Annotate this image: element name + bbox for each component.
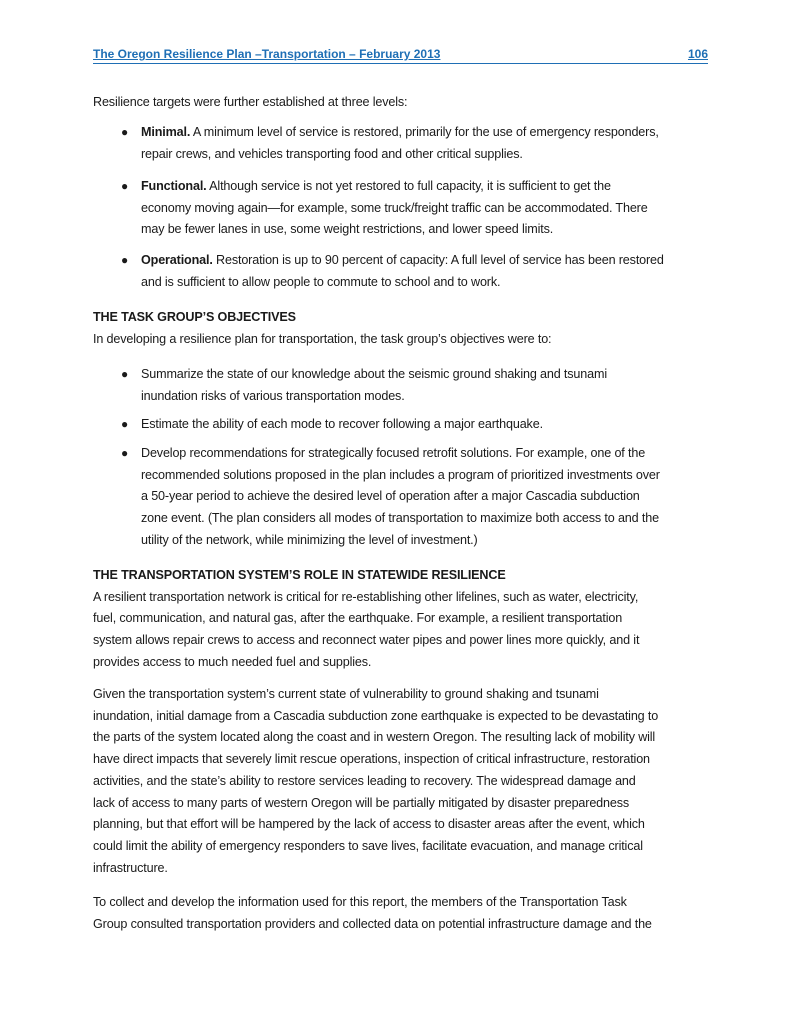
text-line: the parts of the system located along the coast and in western Oregon. The resulting lack of mobility will <box>93 730 656 745</box>
bullet-item <box>121 364 607 407</box>
text-line: infrastructure. <box>93 860 168 875</box>
bullet-item <box>121 250 664 293</box>
bullet-item <box>121 443 660 552</box>
text-line: Resilience targets were further established at three levels: <box>93 95 408 109</box>
text-line: inundation, initial damage from a Cascadia subduction zone earthquake is expected to be devastating to <box>93 708 659 723</box>
text-line: fuel, communication, and natural gas, after the earthquake. For example, a resilient transportation <box>93 611 623 626</box>
text-line: A resilient transportation network is critical for re-establishing other lifelines, such as water, electricity, <box>93 589 639 604</box>
running-header <box>93 47 708 64</box>
bullet-item <box>121 122 659 165</box>
text-line: provides access to much needed fuel and supplies. <box>93 654 372 669</box>
bullet-icon: ● <box>121 446 129 460</box>
text-line: planning, but that effort will be hampered by the lack of access to disaster areas after the event, which <box>93 817 645 832</box>
text-line: lack of access to many parts of western Oregon will be partially mitigated by disaster preparedness <box>93 795 630 810</box>
section-heading: THE TRANSPORTATION SYSTEM’S ROLE IN STATEWIDE RESILIENCE <box>93 568 506 582</box>
paragraph <box>93 892 652 935</box>
text-line: In developing a resilience plan for transportation, the task group’s objectives were to: <box>93 331 552 346</box>
text-line: and is sufficient to allow people to commute to school and to work. <box>141 274 501 289</box>
bullet-lead: Functional. <box>141 179 207 193</box>
paragraph <box>93 92 407 114</box>
text-line: could limit the ability of emergency responders to save lives, facilitate evacuation, and manage critical <box>93 838 643 853</box>
bullet-lead: Minimal. <box>141 125 191 139</box>
bullet-icon: ● <box>121 125 129 139</box>
bullet-item <box>121 414 543 436</box>
bullet-lead: Operational. <box>141 253 213 267</box>
text-line: may be fewer lanes in use, some weight restrictions, and lower speed limits. <box>141 222 554 237</box>
header-title: The Oregon Resilience Plan –Transportation – February 2013 <box>93 47 441 61</box>
text-line: activities, and the state’s ability to restore services leading to recovery. The widespread damage and <box>93 773 636 788</box>
paragraph <box>93 565 639 674</box>
text-line: Summarize the state of our knowledge about the seismic ground shaking and tsunami <box>141 367 607 381</box>
text-line: Group consulted transportation providers and collected data on potential infrastructure damage and the <box>93 916 652 931</box>
bullet-icon: ● <box>121 253 129 267</box>
bullet-icon: ● <box>121 417 129 431</box>
text-line: utility of the network, while minimizing the level of investment.) <box>141 532 478 547</box>
section-heading: THE TASK GROUP’S OBJECTIVES <box>93 310 296 324</box>
text-line: zone event. (The plan considers all modes of transportation to maximize both access to and the <box>141 511 659 526</box>
bullet-icon: ● <box>121 179 129 193</box>
text-line: Operational. Restoration is up to 90 percent of capacity: A full level of service has been restored <box>141 253 664 267</box>
text-line: Given the transportation system’s current state of vulnerability to ground shaking and tsunami <box>93 687 599 701</box>
paragraph <box>93 684 658 879</box>
text-line: To collect and develop the information used for this report, the members of the Transportation Task <box>93 895 627 909</box>
text-line: system allows repair crews to access and reconnect water pipes and power lines more quickly, and it <box>93 633 640 648</box>
text-line: have direct impacts that severely limit rescue operations, inspection of critical infrastructure, restoration <box>93 752 650 767</box>
paragraph <box>93 307 551 350</box>
text-line: Estimate the ability of each mode to recover following a major earthquake. <box>141 417 543 431</box>
text-line: Minimal. A minimum level of service is restored, primarily for the use of emergency responders, <box>141 125 659 139</box>
text-line: economy moving again—for example, some truck/freight traffic can be accommodated. There <box>141 200 648 215</box>
text-line: Functional. Although service is not yet restored to full capacity, it is sufficient to get the <box>141 179 611 193</box>
bullet-item <box>121 176 648 241</box>
text-line: repair crews, and vehicles transporting food and other critical supplies. <box>141 146 523 161</box>
text-line: inundation risks of various transportation modes. <box>141 388 405 403</box>
text-line: Develop recommendations for strategically focused retrofit solutions. For example, one of the <box>141 446 646 460</box>
bullet-icon: ● <box>121 367 129 381</box>
text-line: a 50-year period to achieve the desired level of operation after a major Cascadia subduction <box>141 489 640 504</box>
text-line: recommended solutions proposed in the plan includes a program of prioritized investments over <box>141 467 660 482</box>
page-number: 106 <box>687 47 708 61</box>
